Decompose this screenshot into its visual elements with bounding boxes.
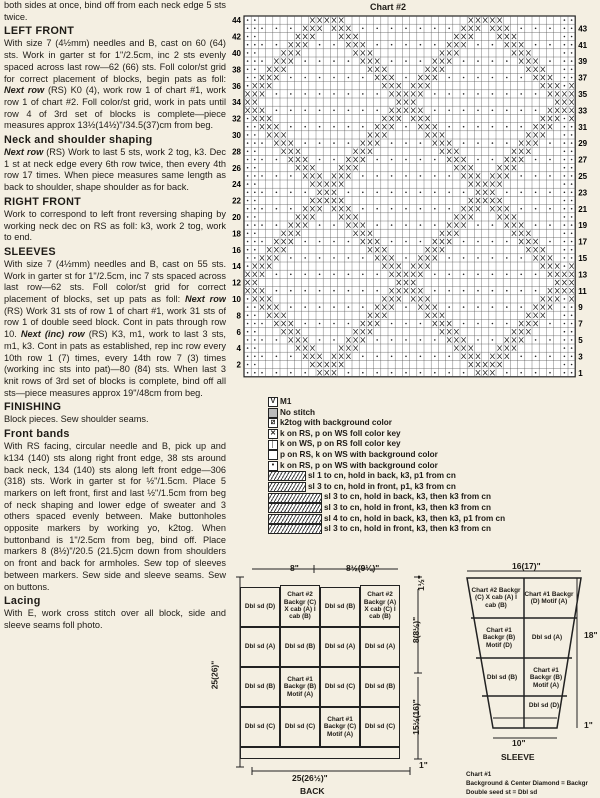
chart2-row-label: 7 bbox=[578, 319, 583, 329]
back-dim-side: 15½(16)" bbox=[410, 699, 421, 735]
back-block: Chart #2 Backgr (A) X cab (C) I cab (B) bbox=[360, 585, 400, 627]
chart2-row-label: 25 bbox=[578, 172, 588, 181]
sleeve-block: Chart #2 Backgr (C) X cab (A) I cab (B) bbox=[471, 586, 521, 609]
back-block: Chart #2 Backgr (C) X cab (A) I cab (B) bbox=[280, 585, 320, 627]
back-block: Dbl sd (A) bbox=[320, 627, 360, 667]
key-cable-2: sl 3 to cn, hold in front, p1, k3 from cn bbox=[268, 482, 505, 493]
intro-text: both sides at once, bind off from each neck edge 5 sts twice. bbox=[4, 0, 226, 22]
blank-icon bbox=[268, 450, 278, 460]
key-cable-5: sl 4 to cn, hold in back, k3, then k3, p1 from cn bbox=[268, 514, 505, 525]
chart2-row-label: 20 bbox=[232, 213, 241, 222]
key-k2tog: ⧄ k2tog with background color bbox=[268, 418, 505, 429]
bar-icon: │ bbox=[268, 440, 278, 450]
chart2-row-label: 33 bbox=[578, 106, 588, 116]
chart2-row-label: 31 bbox=[578, 122, 588, 132]
no-stitch-icon bbox=[268, 408, 278, 418]
cable-icon bbox=[268, 482, 306, 492]
footnote-line: Double seed st = Dbl sd bbox=[466, 789, 538, 796]
stitch-key bbox=[268, 397, 505, 535]
chart2-row-label: 2 bbox=[236, 360, 241, 370]
chart2-row-label: 44 bbox=[232, 16, 241, 26]
sleeve-block: Dbl sd (A) bbox=[531, 634, 563, 642]
sleeve-block: Dbl sd (D) bbox=[528, 702, 560, 710]
instructions-column bbox=[4, 0, 226, 798]
chart1-footnote bbox=[466, 770, 600, 797]
chart2-row-label: 5 bbox=[578, 336, 583, 345]
back-dim-height: 25(26)" bbox=[209, 660, 220, 690]
chart2-row-label: 18 bbox=[232, 229, 241, 239]
sleeve-block: Chart #1 Backgr (D) Motif (A) bbox=[524, 590, 574, 605]
sleeve-dim-height: 18" bbox=[584, 630, 598, 640]
sleeve-block: Chart #1 Backgr (B) Motif (D) bbox=[482, 626, 516, 649]
chart2-row-label: 16 bbox=[232, 245, 241, 255]
back-block: Chart #1 Backgr (B) Motif (A) bbox=[280, 667, 320, 707]
chart2-row-label: 27 bbox=[578, 155, 588, 165]
back-block: Dbl sd (B) bbox=[320, 587, 360, 627]
key-m1: V M1 bbox=[268, 397, 505, 408]
chart2-row-label: 8 bbox=[236, 311, 241, 321]
chart2-grid bbox=[226, 12, 592, 390]
back-block: Dbl sd (C) bbox=[320, 667, 360, 707]
chart2-row-label: 13 bbox=[578, 270, 588, 280]
cable-icon bbox=[268, 514, 322, 524]
back-block: Dbl sd (B) bbox=[280, 627, 320, 667]
lacing-text: With E, work cross stitch over all block, side and sleeve seams foll photo. bbox=[4, 608, 226, 630]
chart2-row-label: 10 bbox=[232, 295, 241, 304]
left-front-heading: LEFT FRONT bbox=[4, 25, 75, 38]
back-block: Chart #1 Backgr (C) Motif (A) bbox=[320, 707, 360, 747]
chart2-row-label: 42 bbox=[232, 32, 241, 42]
k2tog-icon: ⧄ bbox=[268, 418, 278, 428]
cable-icon bbox=[268, 503, 322, 513]
chart2-row-label: 17 bbox=[578, 237, 588, 247]
dot-icon: • bbox=[268, 461, 278, 471]
chart2-row-label: 1 bbox=[578, 368, 583, 378]
key-cable-1: sl 1 to cn, hold in back, k3, p1 from cn bbox=[268, 471, 505, 482]
chart2-row-label: 26 bbox=[232, 163, 241, 173]
back-dim-bottom: 25(26½)" bbox=[292, 773, 328, 783]
neck-text: Next row (RS) Work to last 5 sts, work 2 tog, k3. Dec 1 st at neck edge every 6th row twice, then every 4th row 17 times. When piece measures same length as back to shoulder, shape shoulder as for back. bbox=[4, 147, 226, 193]
chart2-row-label: 34 bbox=[232, 98, 241, 108]
chart2-row-label: 11 bbox=[578, 286, 587, 296]
back-dim-shoulder: 1½" bbox=[415, 575, 426, 591]
key-k-rs-bg: • k on RS, p on WS with background color bbox=[268, 461, 505, 472]
chart2-row-label: 40 bbox=[232, 49, 241, 58]
key-cable-4: sl 3 to cn, hold in front, k3, then k3 from cn bbox=[268, 503, 505, 514]
front-bands-text: With RS facing, circular needle and B, pick up and k134 (140) sts along right front edge, 38 sts around back neck, 134 (140) sts along left front edge—306 (318) sts. Work in garter st for ½"/1.5cm. Place 5 markers on left front, first and last ½"/1.5cm from beg of neck shaping and lower edge of sweater and 3 others spaced evenly between. Make buttonholes opposite markers by working yo, k2tog. When buttonband is 1"/2.5cm from beg, bind off. Place markers 8 (8½)"/20.5 (21.5)cm down from shoulders on front and back for armholes. Sew top of sleeves between markers. Sew side and sleeve seams. Sew on buttons. bbox=[4, 441, 226, 592]
cable-icon bbox=[268, 493, 322, 503]
back-block: Dbl sd (C) bbox=[280, 707, 320, 747]
key-p-rs-bg: p on RS, k on WS with background color bbox=[268, 450, 505, 461]
sleeve-label: SLEEVE bbox=[501, 752, 535, 762]
back-block: Dbl sd (D) bbox=[240, 587, 280, 627]
m1-icon: V bbox=[268, 397, 278, 407]
chart2-row-label: 21 bbox=[578, 204, 588, 214]
back-block: Dbl sd (B) bbox=[360, 667, 400, 707]
lacing-heading: Lacing bbox=[4, 595, 41, 608]
finishing-heading: FINISHING bbox=[4, 401, 62, 414]
chart2-row-label: 6 bbox=[236, 327, 241, 337]
chart2-row-label: 29 bbox=[578, 139, 588, 149]
front-bands-heading: Front bands bbox=[4, 428, 70, 441]
sleeve-block: Chart #1 Backgr (B) Motif (A) bbox=[529, 666, 563, 689]
chart2-row-label: 15 bbox=[578, 254, 588, 263]
back-block: Dbl sd (A) bbox=[360, 627, 400, 667]
cable-icon bbox=[268, 524, 322, 534]
sleeve-dim-band: 1" bbox=[584, 720, 593, 730]
right-front-heading: RIGHT FRONT bbox=[4, 195, 82, 208]
footnote-line: Background & Center Diamond = Backgr bbox=[466, 780, 588, 787]
chart2-row-label: 30 bbox=[232, 131, 241, 140]
chart2-row-label: 12 bbox=[232, 278, 241, 288]
back-block: Dbl sd (A) bbox=[240, 627, 280, 667]
key-no-stitch: No stitch bbox=[268, 408, 505, 419]
back-dim-top-right: 8½(9¼)" bbox=[346, 563, 380, 573]
chart2-title: Chart #2 bbox=[370, 2, 407, 12]
back-block: Dbl sd (C) bbox=[360, 707, 400, 747]
chart2-row-label: 14 bbox=[232, 262, 241, 272]
key-k-rs-foll: ✕ k on RS, p on WS foll color key bbox=[268, 429, 505, 440]
chart2-row-label: 3 bbox=[578, 352, 583, 362]
chart2-row-label: 35 bbox=[578, 90, 588, 99]
chart2-row-label: 38 bbox=[232, 65, 241, 75]
cable-icon bbox=[268, 471, 306, 481]
chart2-row-label: 37 bbox=[578, 73, 588, 83]
chart2-row-label: 32 bbox=[232, 114, 241, 124]
back-block: Dbl sd (C) bbox=[240, 707, 280, 747]
back-dim-band: 1" bbox=[419, 760, 428, 770]
back-dim-armhole: 8(8½)" bbox=[411, 616, 422, 644]
chart2-row-label: 28 bbox=[232, 147, 241, 157]
chart2-row-label: 24 bbox=[232, 180, 241, 190]
chart2-row-label: 41 bbox=[578, 40, 588, 50]
key-cable-6: sl 3 to cn, hold in front, k3, then k3 from cn bbox=[268, 524, 505, 535]
sleeves-heading: SLEEVES bbox=[4, 245, 56, 258]
back-label: BACK bbox=[300, 786, 325, 796]
finishing-text: Block pieces. Sew shoulder seams. bbox=[4, 414, 149, 425]
back-dim-top-left: 8" bbox=[290, 563, 299, 573]
sleeves-text: With size 7 (4½mm) needles and B, cast on 55 sts. Work in garter st for 1"/2.5cm, inc 7 sts spaced across last row—62 sts. Foll color/st grid for correct placement of blocks, set up pats as foll: Next row (RS) Work 31 sts of row 1 of chart #1, work 31 sts of row 1 of double seed block. Cont in pats through row 10. Next (inc) row (RS) K3, m1, work to last 3 sts, m1, k3. Cont in pats as established, rep inc row every 10th row 1 (7) times, every 14th row 7 (3) times (working inc sts into pat)—80 (84) sts. When last 3 knit rows of 3rd set of blocks is complete, bind off all sts—piece measures approx 19"/48cm from beg. bbox=[4, 258, 226, 398]
right-front-text: Work to correspond to left front reversing shaping by working neck dec on RS as foll: k3, work 2 tog, work to end. bbox=[4, 208, 226, 243]
neck-heading: Neck and shoulder shaping bbox=[4, 134, 153, 147]
left-front-text: With size 7 (4½mm) needles and B, cast on 60 (64) sts. Work in garter st for 1"/2.5cm, inc 2 sts evenly spaced across last row—62 (66) sts. Foll color/st grid for correct placement of blocks, begin pats as foll: Next row (RS) K0 (4), work row 1 of chart #1, work row 1 of chart #2. Foll color/st grid, work in pats until row 4 of 3rd set of blocks is complete—piece measures approx 13½(14½)"/34.5(37)cm from beg. bbox=[4, 38, 226, 131]
back-block: Dbl sd (B) bbox=[240, 667, 280, 707]
x-icon: ✕ bbox=[268, 429, 278, 439]
chart2-row-label: 4 bbox=[236, 344, 241, 354]
key-cable-3: sl 3 to cn, hold in back, k3, then k3 from cn bbox=[268, 492, 505, 503]
back-band bbox=[240, 747, 400, 759]
chart2-row-label: 43 bbox=[578, 24, 588, 34]
chart2-row-label: 36 bbox=[232, 81, 241, 91]
chart2-row-label: 22 bbox=[232, 196, 241, 206]
sleeve-dim-top: 16(17)" bbox=[512, 561, 541, 571]
chart2-row-label: 39 bbox=[578, 57, 588, 67]
key-k-ws-foll: │ k on WS, p on RS foll color key bbox=[268, 439, 505, 450]
sleeve-dim-bottom: 10" bbox=[512, 738, 526, 748]
footnote-title: Chart #1 bbox=[466, 771, 492, 778]
sleeve-block: Dbl sd (B) bbox=[486, 674, 518, 682]
chart2-row-label: 23 bbox=[578, 188, 588, 198]
chart2-row-label: 9 bbox=[578, 303, 583, 313]
chart2-row-label: 19 bbox=[578, 221, 588, 231]
